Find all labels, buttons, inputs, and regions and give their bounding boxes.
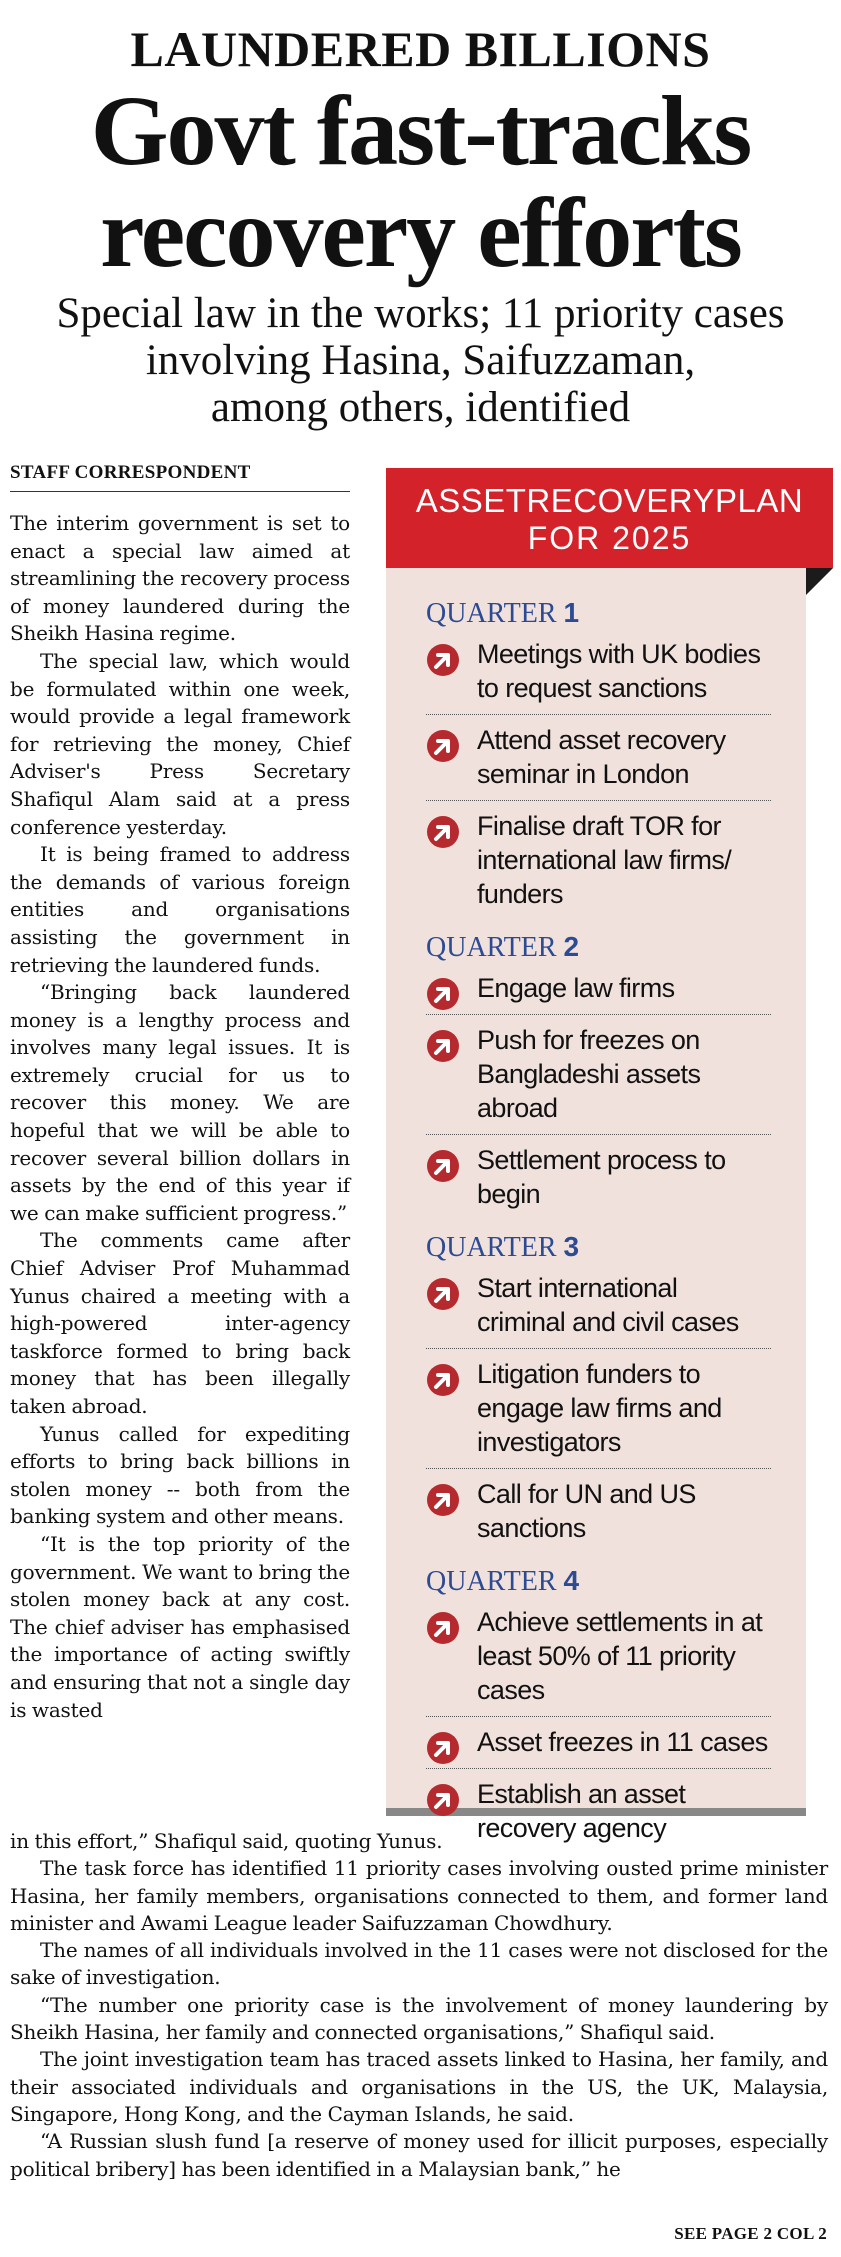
plan-item: [426, 1271, 771, 1349]
kicker: LAUNDERED BILLIONS: [130, 21, 711, 77]
quarter-heading: [426, 1230, 771, 1265]
deck-line-3: among others, identified: [210, 384, 631, 431]
plan-item-text: Call for UN and US sanctions: [477, 1479, 696, 1543]
arrow-circle-icon: [426, 815, 460, 849]
article-paragraph: in this effort,” Shafiqul said, quoting Yunus.: [10, 1829, 443, 1853]
quarter-number: 1: [563, 597, 580, 628]
quarter-heading: [426, 930, 771, 965]
plan-item-text: Engage law firms: [477, 973, 675, 1003]
arrow-circle-icon: [426, 1029, 460, 1063]
plan-item-text: Establish an asset recovery agency: [477, 1779, 686, 1843]
article-column: [10, 510, 350, 1724]
quarter-word: QUARTER: [426, 1566, 557, 1597]
article-paragraph: Yunus called for expediting efforts to bring back billions in stolen money -- both from the banking system and other means.: [10, 1421, 350, 1529]
article-paragraph: The comments came after Chief Adviser Prof Muhammad Yunus chaired a meeting with a high-powered inter-agency taskforce formed to bring back money that has been illegally taken abroad.: [10, 1228, 350, 1418]
plan-item-text: Attend asset recovery seminar in London: [477, 725, 726, 789]
plan-item-text: Push for freezes on Bangladeshi assets abroad: [477, 1025, 701, 1123]
article-paragraph: “The number one priority case is the involvement of money laundering by Sheikh Hasina, her family and connected organisations,” Shafiqul said.: [10, 1992, 828, 2045]
plan-item-text: Finalise draft TOR for international law firms/ funders: [477, 811, 732, 909]
arrow-circle-icon: [426, 643, 460, 677]
article-paragraph: The joint investigation team has traced assets linked to Hasina, her family, and their associated individuals and organisations in the US, the UK, Malaysia, Singapore, Hong Kong, and the Cayman Islands, he said.: [10, 2047, 828, 2126]
article-paragraph: The task force has identified 11 priority cases involving ousted prime minister Hasina, her family members, organisations connected to them, and former land minister and Awami League leader Saifuzzaman Chowdhury.: [10, 1856, 828, 1935]
sidebar-header: [386, 468, 833, 568]
article-paragraph: The interim government is set to enact a special law aimed at streamlining the recovery process of money laundered during the Sheikh Hasina regime.: [10, 511, 350, 646]
plan-item: [426, 723, 771, 801]
plan-item-text: Settlement process to begin: [477, 1145, 726, 1209]
header-fold: [806, 568, 833, 595]
article-continuation: [10, 1828, 828, 2183]
plan-item: [426, 637, 771, 715]
byline-rule: [10, 491, 350, 492]
plan-item-text: Asset freezes in 11 cases: [477, 1727, 768, 1757]
arrow-circle-icon: [426, 1149, 460, 1183]
arrow-circle-icon: [426, 1363, 460, 1397]
plan-item: [426, 1143, 771, 1220]
quarter-word: QUARTER: [426, 1232, 557, 1263]
deck-line-1: Special law in the works; 11 priority cases: [56, 290, 785, 337]
arrow-circle-icon: [426, 1611, 460, 1645]
article-paragraph: It is being framed to address the demands of various foreign entities and organisations assisting the government in retrieving the laundered funds.: [10, 842, 350, 977]
plan-item-text: Achieve settlements in at least 50% of 11 priority cases: [477, 1607, 763, 1705]
arrow-circle-icon: [426, 1483, 460, 1517]
plan-item: [426, 1023, 771, 1135]
plan-item-text: Meetings with UK bodies to request sanctions: [477, 639, 761, 703]
headline-line-1: Govt fast-tracks: [90, 75, 751, 186]
article-paragraph: The special law, which would be formulated within one week, would provide a legal framework for retrieving the money, Chief Adviser's Press Secretary Shafiqul Alam said at a press conference yesterday.: [10, 648, 350, 839]
deck: [0, 290, 841, 431]
headline-line-2: recovery efforts: [100, 177, 741, 288]
plan-item: [426, 1777, 771, 1854]
plan-item: [426, 809, 771, 920]
byline: STAFF CORRESPONDENT: [10, 462, 251, 483]
quarter-number: 4: [563, 1565, 580, 1596]
plan-item: [426, 1357, 771, 1469]
quarter-number: 2: [563, 931, 580, 962]
quarter-block: [426, 930, 771, 1220]
arrow-circle-icon: [426, 1731, 460, 1765]
article-paragraph: “Bringing back laundered money is a lengthy process and involves many legal issues. It is extremely crucial for us to recover this money. We are hopeful that we will be able to recover several billion dollars in assets by the end of this year if we can make sufficient progress.”: [10, 980, 350, 1225]
plan-item: [426, 971, 771, 1015]
quarter-heading: [426, 596, 771, 631]
arrow-circle-icon: [426, 1277, 460, 1311]
article-paragraph: “A Russian slush fund [a reserve of money used for illicit purposes, especially political bribery] has been identified in a Malaysian bank,” he: [10, 2129, 828, 2181]
sidebar-subtitle: FOR 2025: [527, 520, 692, 556]
plan-item: [426, 1725, 771, 1769]
arrow-circle-icon: [426, 977, 460, 1011]
plan-item-text: Start international criminal and civil cases: [477, 1273, 739, 1337]
arrow-circle-icon: [426, 1783, 460, 1817]
quarter-block: [426, 1230, 771, 1554]
article-paragraph: The names of all individuals involved in the 11 cases were not disclosed for the sake of investigation.: [10, 1938, 828, 1990]
article-paragraph: “It is the top priority of the government. We want to bring the stolen money back at any cost. The chief adviser has emphasised the importance of acting swiftly and ensuring that not a single day is wasted: [10, 1531, 350, 1722]
quarter-word: QUARTER: [426, 932, 557, 963]
headline: [0, 75, 841, 288]
sidebar-title: ASSETRECOVERYPLAN: [415, 482, 804, 519]
arrow-circle-icon: [426, 729, 460, 763]
quarter-number: 3: [563, 1231, 580, 1262]
quarter-heading: [426, 1564, 771, 1599]
plan-item-text: Litigation funders to engage law firms and investigators: [477, 1359, 722, 1457]
quarter-word: QUARTER: [426, 598, 557, 629]
quarter-block: [426, 1564, 771, 1854]
plan-item: [426, 1605, 771, 1717]
quarter-block: [426, 596, 771, 920]
quarter-list: [426, 596, 771, 1864]
plan-item: [426, 1477, 771, 1554]
deck-line-2: involving Hasina, Saifuzzaman,: [145, 337, 696, 384]
jump-line: SEE PAGE 2 COL 2: [674, 2224, 827, 2243]
